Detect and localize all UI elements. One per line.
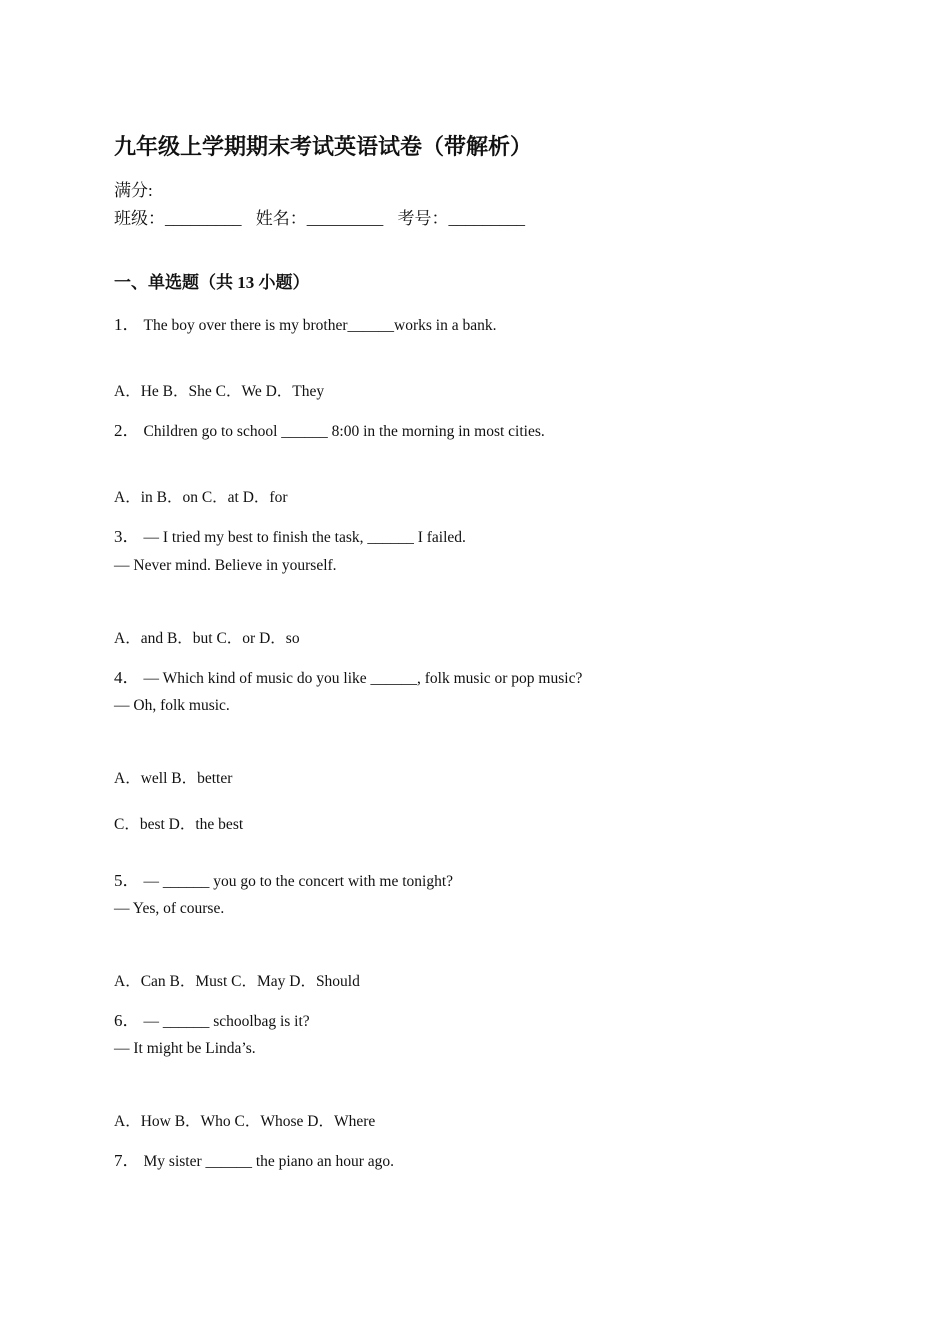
question-6 — [114, 1006, 310, 1031]
question-4-reply: — Oh, folk music. — [114, 697, 230, 714]
section-heading: 一、单选题（共 13 小题） — [114, 273, 310, 292]
question-4 — [114, 663, 582, 688]
question-number: 1． — [114, 315, 140, 334]
score-label: 满分: — [114, 181, 153, 200]
question-text: My sister ______ the piano an hour ago. — [143, 1153, 395, 1170]
question-number: 7． — [114, 1151, 140, 1170]
question-3 — [114, 522, 466, 547]
number-field: 考号：_________ — [397, 209, 525, 228]
question-text: The boy over there is my brother______works in a bank. — [143, 317, 497, 334]
question-number: 4． — [114, 668, 140, 687]
question-6-reply: — It might be Linda’s. — [114, 1040, 256, 1057]
student-info-row — [114, 204, 525, 229]
class-field: 班级：_________ — [114, 209, 242, 228]
question-3-options: A．and B．but C．or D．so — [114, 630, 300, 647]
question-number: 6． — [114, 1011, 140, 1030]
page-title: 九年级上学期期末考试英语试卷（带解析） — [114, 134, 533, 160]
question-4-options-row-2: C．best D．the best — [114, 816, 244, 833]
name-field: 姓名：_________ — [255, 209, 384, 228]
question-text: Children go to school ______ 8:00 in the morning in most cities. — [143, 423, 545, 440]
question-1-options: A．He B．She C．We D．They — [114, 383, 325, 400]
question-text: — ______ schoolbag is it? — [143, 1013, 310, 1030]
question-2-options: A．in B．on C．at D．for — [114, 489, 288, 506]
question-5-options: A．Can B．Must C．May D．Should — [114, 973, 360, 990]
question-1 — [114, 310, 496, 335]
question-text: — ______ you go to the concert with me tonight? — [143, 873, 454, 890]
question-7 — [114, 1146, 394, 1171]
question-4-options: A．well B．better — [114, 770, 233, 787]
question-6-options: A．How B．Who C．Whose D．Where — [114, 1113, 376, 1130]
question-number: 2． — [114, 421, 140, 440]
question-3-reply: — Never mind. Believe in yourself. — [114, 557, 337, 574]
question-text: — Which kind of music do you like ______, folk music or pop music? — [143, 670, 583, 687]
question-number: 5． — [114, 871, 140, 890]
question-5 — [114, 866, 453, 891]
question-2 — [114, 416, 545, 441]
question-5-reply: — Yes, of course. — [114, 900, 225, 917]
question-text: — I tried my best to finish the task, ______ I failed. — [143, 529, 466, 546]
question-number: 3． — [114, 527, 140, 546]
